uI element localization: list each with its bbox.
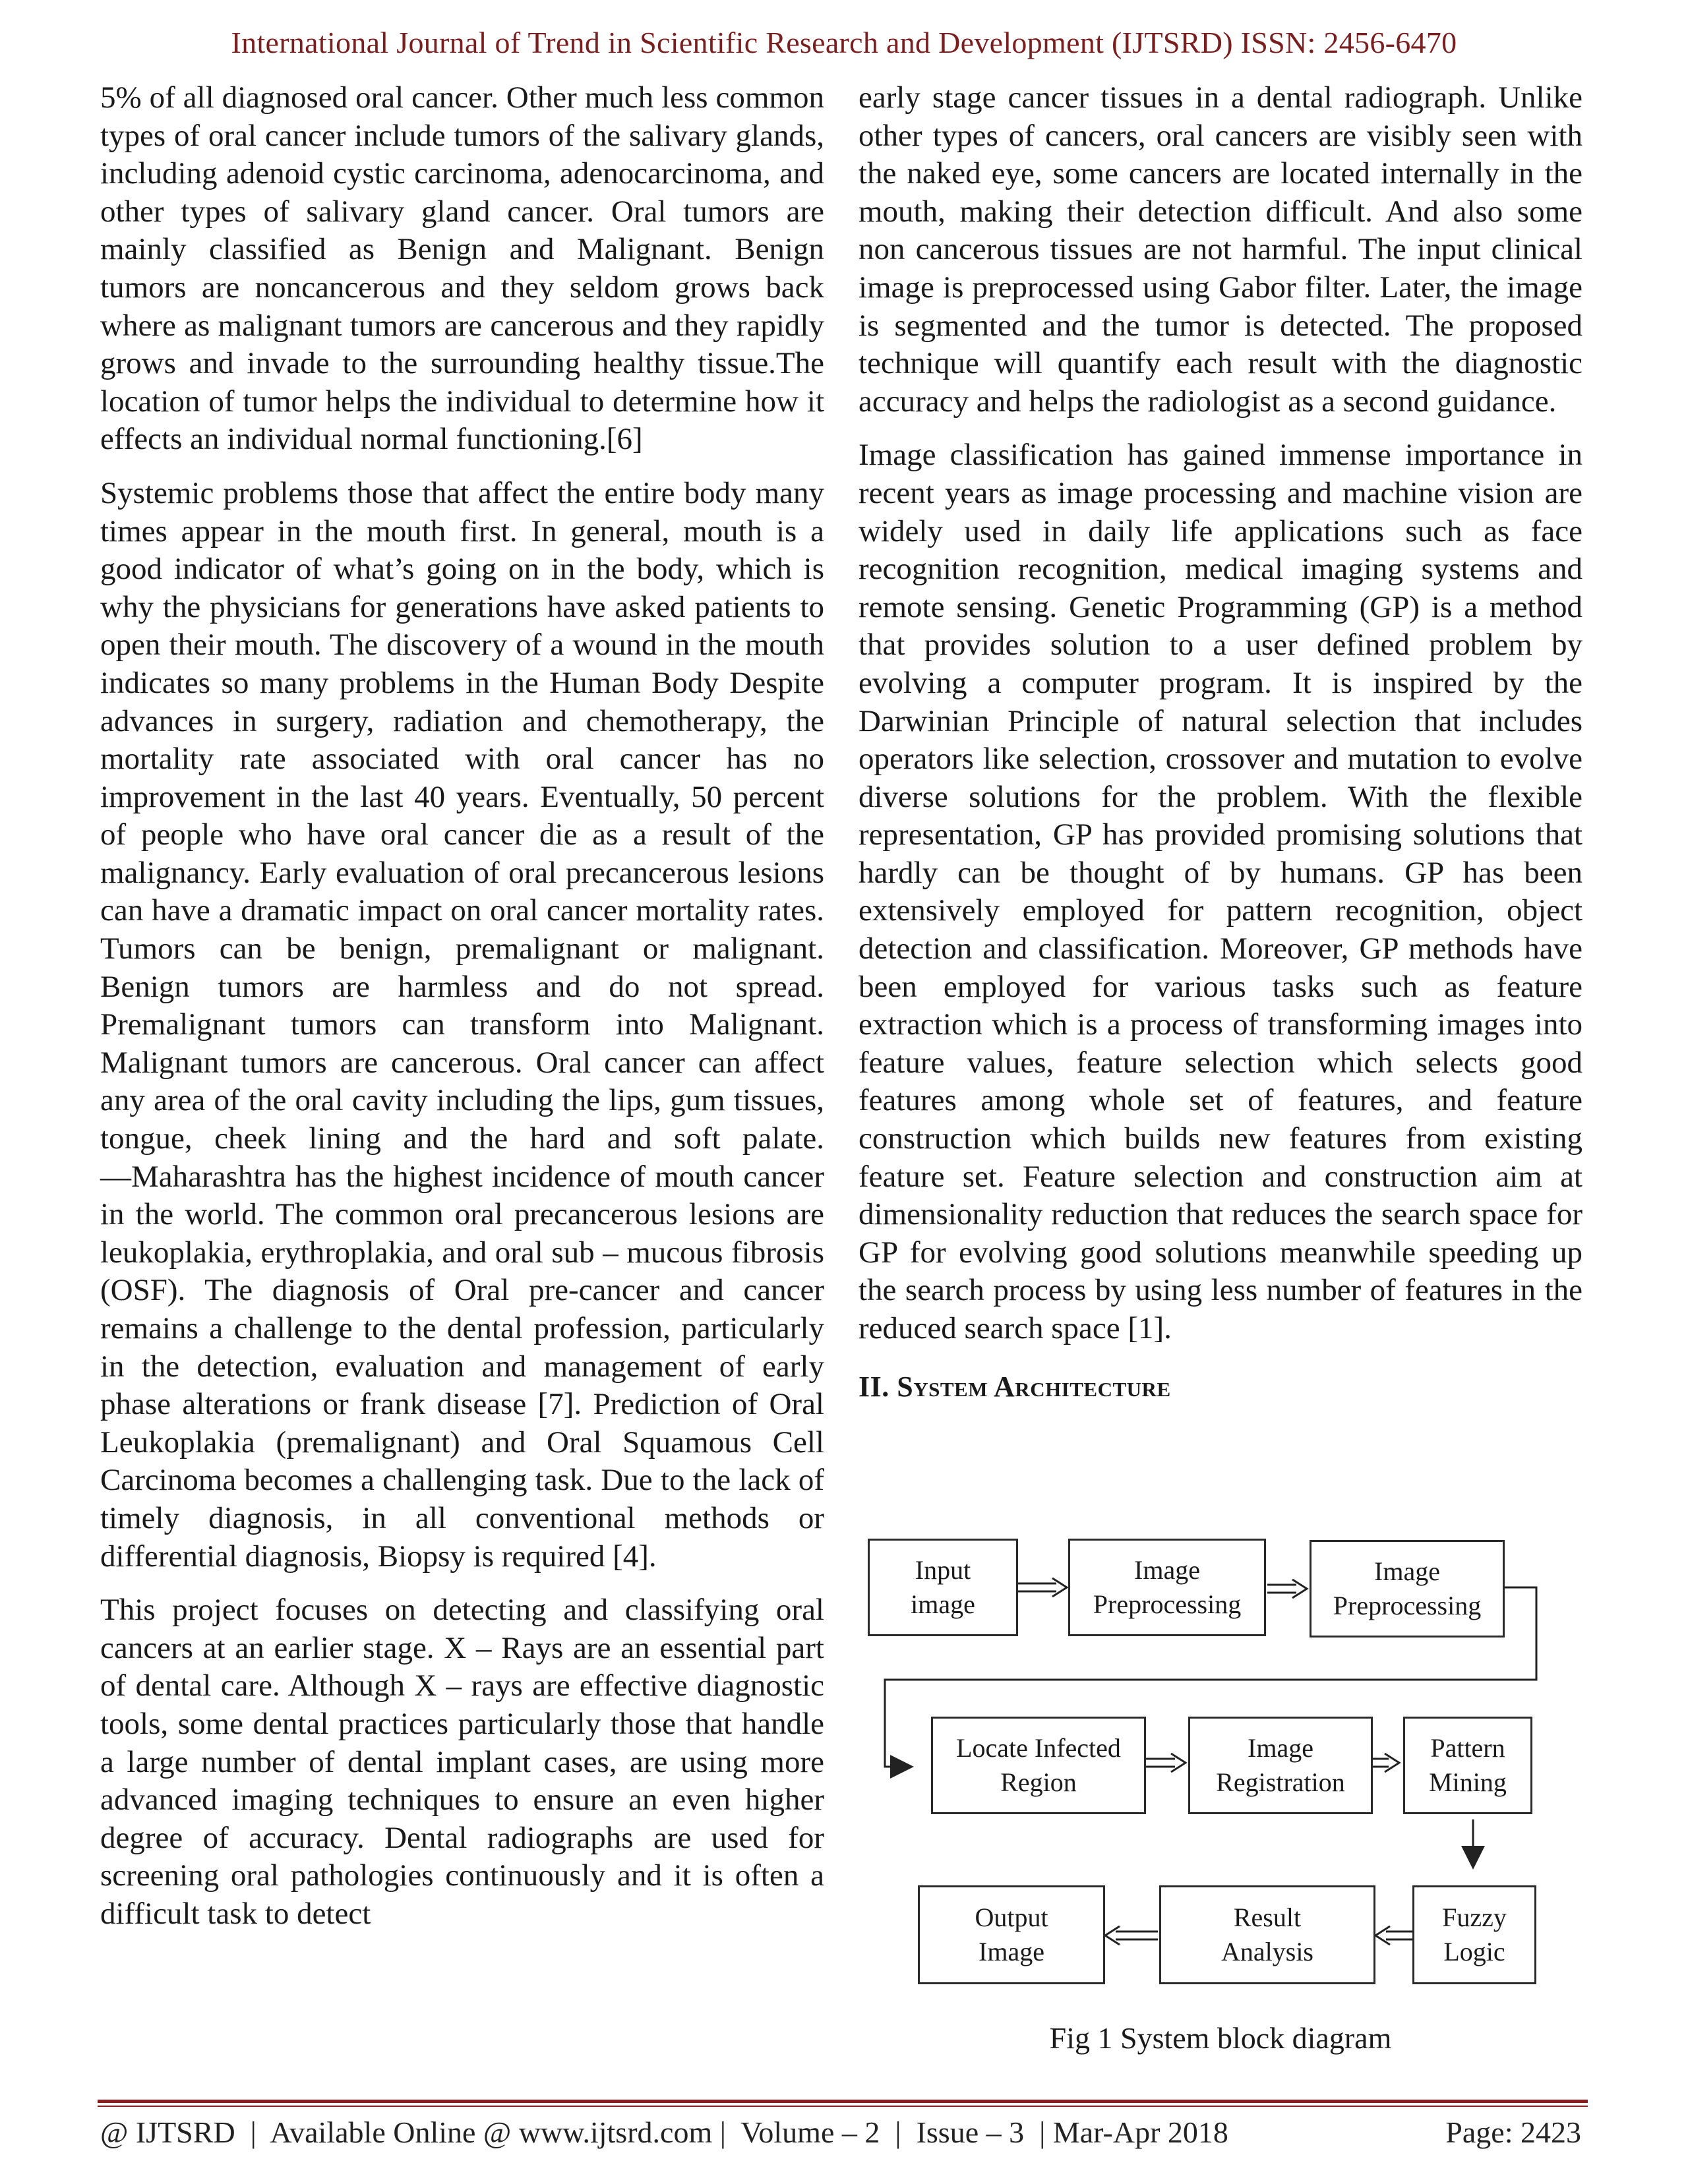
double-arrow-4-5 bbox=[1146, 1754, 1186, 1772]
double-arrow-9-8 bbox=[1375, 1926, 1412, 1945]
system-block-diagram bbox=[859, 1516, 1590, 2083]
running-head: International Journal of Trend in Scientific Research and Development (IJTSRD) ISSN: 2456-6470 bbox=[231, 26, 1457, 59]
left-column bbox=[100, 79, 824, 1949]
box-image-registration: Image Registration bbox=[1188, 1717, 1373, 1814]
box-result-analysis: Result Analysis bbox=[1159, 1885, 1375, 1984]
box-locate-infected-region: Locate Infected Region bbox=[931, 1717, 1146, 1814]
page-number: Page: 2423 bbox=[1445, 2115, 1581, 2149]
footer-rule-thin bbox=[98, 2106, 1588, 2107]
double-arrow-2-3 bbox=[1267, 1579, 1307, 1598]
box-image-preprocessing-2: Image Preprocessing bbox=[1310, 1540, 1505, 1638]
footer-rule bbox=[98, 2100, 1588, 2103]
double-arrow-1-2 bbox=[1017, 1578, 1067, 1597]
footer-info: @ IJTSRD | Available Online @ www.ijtsrd.com | Volume – 2 | Issue – 3 | Mar-Apr 2018 bbox=[100, 2115, 1228, 2149]
paragraph: early stage cancer tissues in a dental radiograph. Unlike other types of cancers, oral cancers are visibly seen with the naked eye, some cancers are located internally in the mouth, making their detection difficult. And also some non cancerous tissues are not harmful. The input clinical image is preprocessed using Gabor filter. Later, the image is segmented and the tumor is detected. The proposed technique will quantify each result with the diagnostic accuracy and helps the radiologist as a second guidance. bbox=[859, 80, 1582, 419]
paragraph: Image classification has gained immense importance in recent years as image processing and machine vision are widely used in daily life applications such as face recognition recognition, medical imaging systems and remote sensing. Genetic Programming (GP) is a method that provides solution to a user defined problem by evolving a computer program. It is inspired by the Darwinian Principle of natural selection that includes operators like selection, crossover and mutation to evolve diverse solutions for the problem. With the flexible representation, GP has provided promising solutions that hardly can be thought of by humans. GP has been extensively employed for pattern recognition, object detection and classification. Moreover, GP methods have been employed for various tasks such as feature extraction which is a process of transforming images into feature values, feature selection which selects good features among whole set of features, and feature construction which builds new features from existing feature set. Feature selection and construction aim at dimensionality reduction that reduces the search space for GP for evolving good solutions meanwhile speeding up the search process by using less number of features in the reduced search space [1]. bbox=[859, 438, 1582, 1345]
box-output-image: Output Image bbox=[918, 1885, 1105, 1984]
paragraph: This project focuses on detecting and classifying oral cancers at an earlier stage. X – Rays are an essential part of dental care. Although X – rays are effective diagnostic tools, some dental practices particularly those that handle a large number of dental implant cases, are using more advanced imaging techniques to ensure an even higher degree of accuracy. Dental radiographs are used for screening oral pathologies continuously and it is often a difficult task to detect bbox=[100, 1593, 824, 1931]
double-arrow-5-6 bbox=[1373, 1754, 1399, 1772]
page-footer bbox=[100, 2115, 1588, 2150]
right-column bbox=[859, 79, 1582, 1429]
box-pattern-mining: Pattern Mining bbox=[1403, 1717, 1532, 1814]
paragraph: 5% of all diagnosed oral cancer. Other much less common types of oral cancer include tumors of the salivary glands, including adenoid cystic carcinoma, adenocarcinoma, and other types of salivary gland cancer. Oral tumors are mainly classified as Benign and Malignant. Benign tumors are noncancerous and they seldom grows back where as malignant tumors are cancerous and they rapidly grows and invade to the surrounding healthy tissue.The location of tumor helps the individual to determine how it effects an individual normal functioning.[6] bbox=[100, 80, 824, 457]
box-image-preprocessing: Image Preprocessing bbox=[1068, 1539, 1266, 1636]
paragraph: Systemic problems those that affect the entire body many times appear in the mouth first. In general, mouth is a good indicator of what’s going on in the body, which is why the physicians for generations have asked patients to open their mouth. The discovery of a wound in the mouth indicates so many problems in the Human Body Despite advances in surgery, radiation and chemotherapy, the mortality rate associated with oral cancer has no improvement in the last 40 years. Eventually, 50 percent of people who have oral cancer die as a result of the malignancy. Early evaluation of oral precancerous lesions can have a dramatic impact on oral cancer mortality rates. Tumors can be benign, premalignant or malignant. Benign tumors are harmless and do not spread. Premalignant tumors can transform into Malignant. Malignant tumors are cancerous. Oral cancer can affect any area of the oral cavity including the lips, gum tissues, tongue, cheek lining and the hard and soft palate. ―Maharashtra has the highest incidence of mouth cancer in the world. The common oral precancerous lesions are leukoplakia, erythroplakia, and oral sub – mucous fibrosis (OSF). The diagnosis of Oral pre-cancer and cancer remains a challenge to the dental profession, particularly in the detection, evaluation and management of early phase alterations or frank disease [7]. Prediction of Oral Leukoplakia (premalignant) and Oral Squamous Cell Carcinoma becomes a challenging task. Due to the lack of timely diagnosis, in all conventional methods or differential diagnosis, Biopsy is required [4]. bbox=[100, 475, 824, 1574]
section-heading: II. System Architecture bbox=[859, 1370, 1171, 1403]
box-fuzzy-logic: Fuzzy Logic bbox=[1412, 1885, 1536, 1984]
double-arrow-8-7 bbox=[1105, 1926, 1158, 1945]
figure-caption: Fig 1 System block diagram bbox=[1049, 2021, 1392, 2055]
box-input-image: Input image bbox=[868, 1539, 1018, 1636]
